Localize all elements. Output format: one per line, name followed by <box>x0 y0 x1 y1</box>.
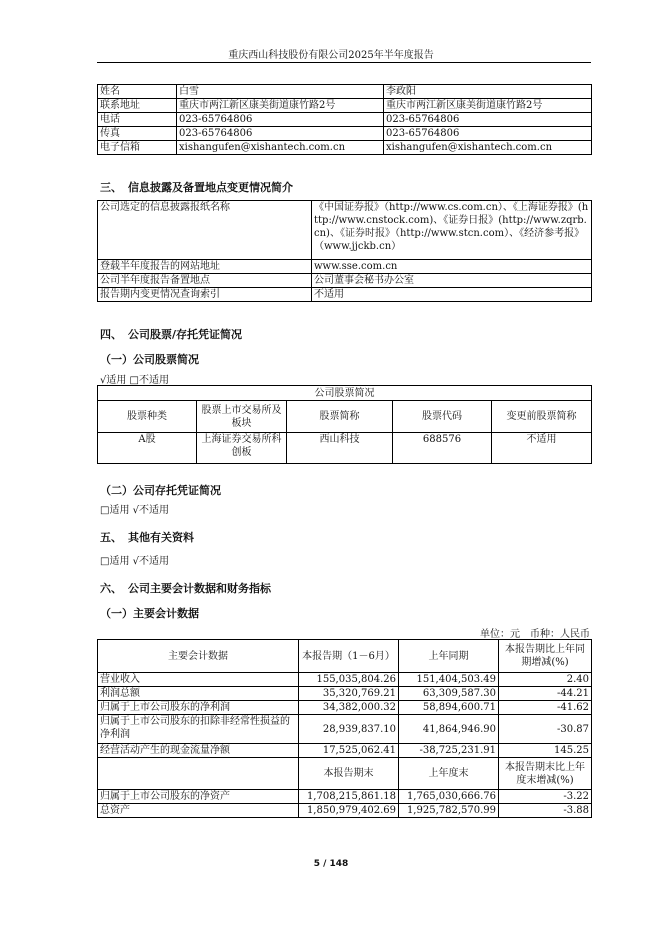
table-row <box>98 274 592 288</box>
disclosure-label: 报告期内变更情况查询索引 <box>98 288 312 302</box>
row-label: 总资产 <box>98 804 299 818</box>
accounting-header: 上年同期 <box>399 640 499 673</box>
value-cell: 1,925,782,570.99 <box>399 804 499 818</box>
value-cell: 58,894,600.71 <box>399 701 499 715</box>
table-row <box>98 99 592 113</box>
contact-value: 023-65764806 <box>177 113 384 127</box>
accounting-header: 本报告期末 <box>299 758 399 790</box>
row-label: 归属于上市公司股东的扣除非经常性损益的净利润 <box>98 715 299 744</box>
value-cell: 17,525,062.41 <box>299 744 399 758</box>
value-cell: -3.88 <box>499 804 592 818</box>
contact-label: 电话 <box>98 113 177 127</box>
value-cell: 34,382,000.32 <box>299 701 399 715</box>
table-row <box>98 701 592 715</box>
empty-cell <box>98 758 299 790</box>
row-label: 营业收入 <box>98 673 299 687</box>
accounting-header: 本报告期（1－6月） <box>299 640 399 673</box>
value-cell: -41.62 <box>499 701 592 715</box>
contact-value: 重庆市两江新区康美街道康竹路2号 <box>384 99 592 113</box>
table-row <box>98 401 592 433</box>
table-row <box>98 201 592 260</box>
value-cell: -3.22 <box>499 790 592 804</box>
value-cell: 1,765,030,666.76 <box>399 790 499 804</box>
table-row <box>98 85 592 99</box>
section-5-heading: 五、 其他有关资料 <box>100 531 194 544</box>
stock-table <box>97 385 592 464</box>
value-cell: 41,864,946.90 <box>399 715 499 744</box>
subsection-heading: （一）主要会计数据 <box>100 607 199 620</box>
table-row <box>98 804 592 818</box>
row-label: 经营活动产生的现金流量净额 <box>98 744 299 758</box>
table-row <box>98 113 592 127</box>
value-cell: 145.25 <box>499 744 592 758</box>
accounting-table <box>97 639 592 818</box>
value-cell: 155,035,804.26 <box>299 673 399 687</box>
stock-cell: 上海证券交易所科创板 <box>197 433 287 464</box>
stock-cell: 不适用 <box>492 433 592 464</box>
table-row <box>98 141 592 155</box>
disclosure-value: 公司董事会秘书办公室 <box>312 274 592 288</box>
table-row <box>98 715 592 744</box>
stock-header: 股票种类 <box>98 401 197 433</box>
contact-label: 传真 <box>98 127 177 141</box>
accounting-header: 本报告期比上年同期增减(%) <box>499 640 592 673</box>
accounting-header: 本报告期末比上年度末增减(%) <box>499 758 592 790</box>
contact-value: xishangufen@xishantech.com.cn <box>384 141 592 155</box>
contact-value: 重庆市两江新区康美街道康竹路2号 <box>177 99 384 113</box>
table-row <box>98 790 592 804</box>
applicable-checkbox: □适用 √不适用 <box>100 556 169 567</box>
accounting-header: 上年度末 <box>399 758 499 790</box>
disclosure-value: www.sse.com.cn <box>312 260 592 274</box>
accounting-header: 主要会计数据 <box>98 640 299 673</box>
table-row <box>98 758 592 790</box>
stock-header: 股票代码 <box>393 401 492 433</box>
value-cell: 28,939,837.10 <box>299 715 399 744</box>
value-cell: 1,850,979,402.69 <box>299 804 399 818</box>
contact-label: 姓名 <box>98 85 177 99</box>
table-row <box>98 640 592 673</box>
table-row <box>98 260 592 274</box>
stock-header: 股票上市交易所及板块 <box>197 401 287 433</box>
contact-value: 李政阳 <box>384 85 592 99</box>
value-cell: -44.21 <box>499 687 592 701</box>
stock-cell: 西山科技 <box>287 433 393 464</box>
disclosure-label: 公司半年度报告备置地点 <box>98 274 312 288</box>
table-row <box>98 127 592 141</box>
stock-header: 变更前股票简称 <box>492 401 592 433</box>
table-row <box>98 386 592 401</box>
row-label: 利润总额 <box>98 687 299 701</box>
value-cell: 63,309,587.30 <box>399 687 499 701</box>
disclosure-value: 不适用 <box>312 288 592 302</box>
value-cell: -38,725,231.91 <box>399 744 499 758</box>
table-row <box>98 744 592 758</box>
applicable-checkbox: √适用 □不适用 <box>100 375 169 386</box>
applicable-checkbox: □适用 √不适用 <box>100 505 169 516</box>
row-label: 归属于上市公司股东的净利润 <box>98 701 299 715</box>
table-row <box>98 687 592 701</box>
contact-value: 白雪 <box>177 85 384 99</box>
section-6-heading: 六、 公司主要会计数据和财务指标 <box>100 582 271 595</box>
value-cell: 1,708,215,861.18 <box>299 790 399 804</box>
subsection-heading: （二）公司存托凭证简况 <box>100 484 221 497</box>
table-row <box>98 673 592 687</box>
contact-value: xishangufen@xishantech.com.cn <box>177 141 384 155</box>
subsection-heading: （一）公司股票简况 <box>100 353 199 366</box>
table-row <box>98 433 592 464</box>
section-4-heading: 四、 公司股票/存托凭证简况 <box>100 328 243 341</box>
page-number: 5 / 148 <box>313 859 349 869</box>
value-cell: 2.40 <box>499 673 592 687</box>
row-label: 归属于上市公司股东的净资产 <box>98 790 299 804</box>
contact-value: 023-65764806 <box>384 113 592 127</box>
disclosure-label: 公司选定的信息披露报纸名称 <box>98 201 312 260</box>
stock-table-caption: 公司股票简况 <box>98 386 592 401</box>
stock-header: 股票简称 <box>287 401 393 433</box>
contact-table <box>97 84 592 155</box>
section-3-heading: 三、 信息披露及备置地点变更情况简介 <box>100 181 293 194</box>
value-cell: 35,320,769.21 <box>299 687 399 701</box>
value-cell: -30.87 <box>499 715 592 744</box>
contact-value: 023-65764806 <box>384 127 592 141</box>
stock-cell: A股 <box>98 433 197 464</box>
value-cell: 151,404,503.49 <box>399 673 499 687</box>
contact-value: 023-65764806 <box>177 127 384 141</box>
disclosure-value: 《中国证券报》（http://www.cs.com.cn）、《上海证券报》(http://www.cnstock.com)、《证券日报》(http://www.zqrb.cn)、《证券时报》（http://www.stcn.com）、《经济参考报》（www.jjckb.cn） <box>312 201 592 260</box>
disclosure-table <box>97 200 592 302</box>
contact-label: 电子信箱 <box>98 141 177 155</box>
disclosure-label: 登载半年度报告的网站地址 <box>98 260 312 274</box>
table-row <box>98 288 592 302</box>
header-divider <box>97 62 591 63</box>
unit-label: 单位：元 币种：人民币 <box>480 629 590 640</box>
contact-label: 联系地址 <box>98 99 177 113</box>
page-header: 重庆西山科技股份有限公司2025年半年度报告 <box>228 50 434 61</box>
stock-cell: 688576 <box>393 433 492 464</box>
